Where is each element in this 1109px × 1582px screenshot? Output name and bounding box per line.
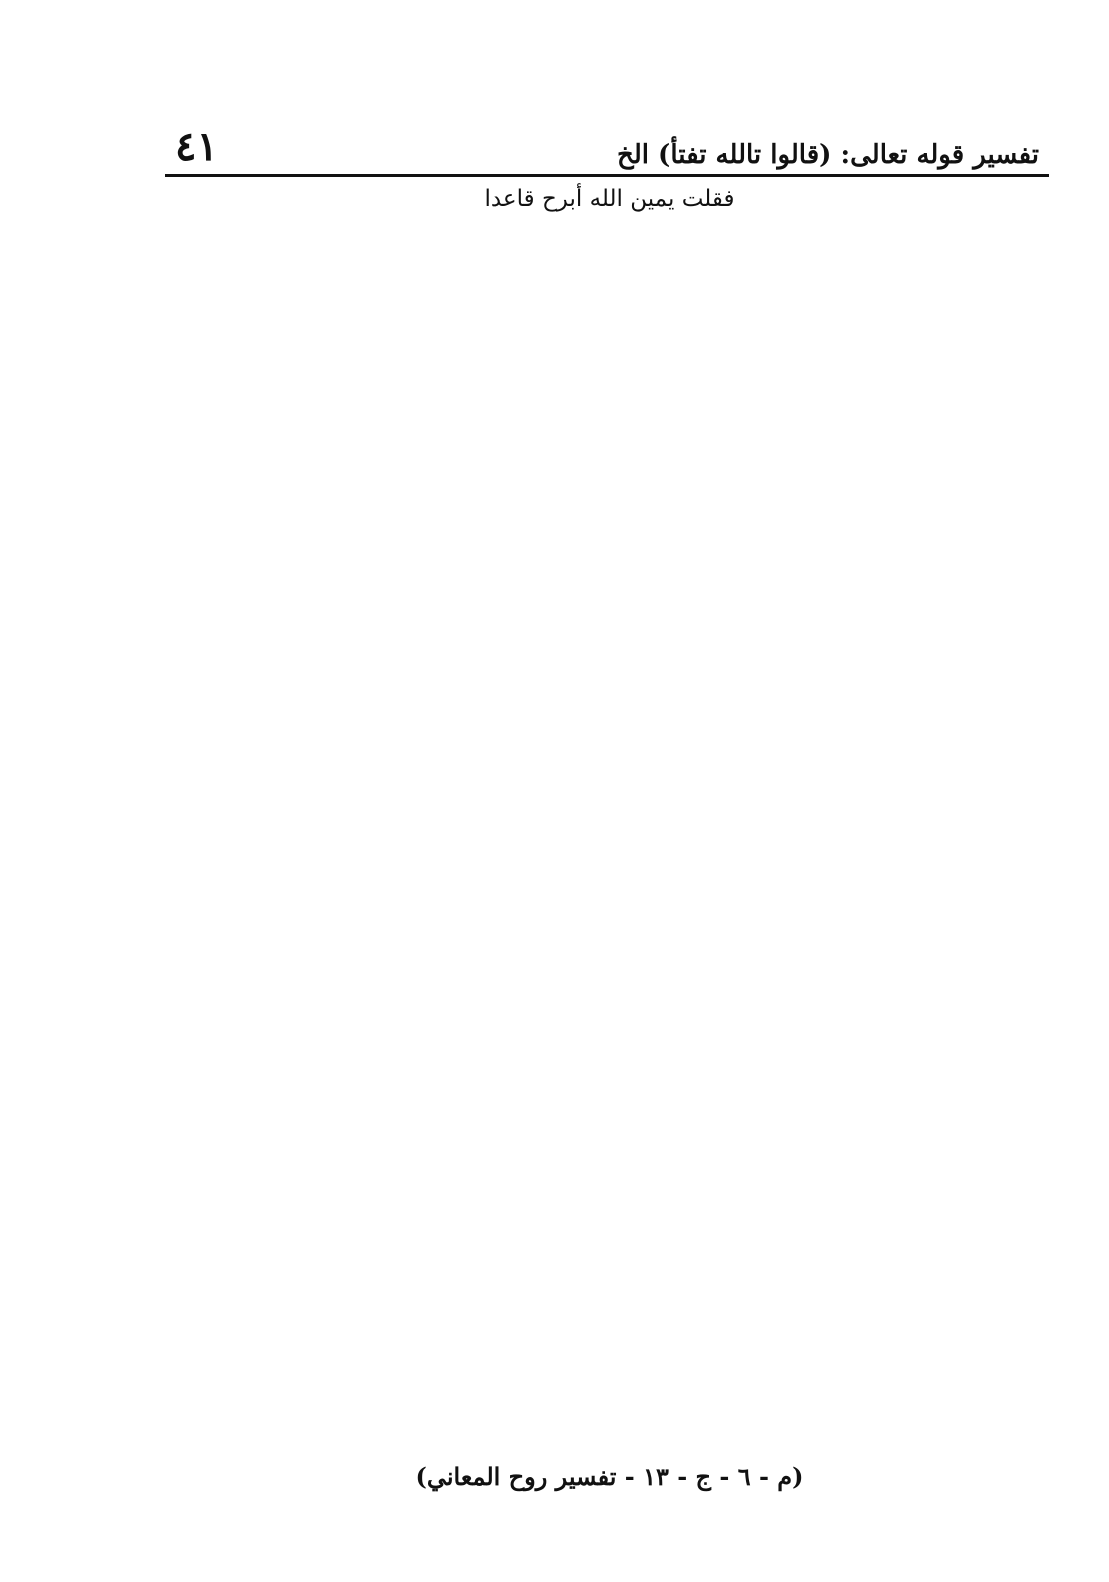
running-title: تفسير قوله تعالى: (قالوا تالله تفتأ) الخ — [617, 140, 1039, 170]
footer-signature: (م - ٦ - ج - ١٣ - تفسير روح المعاني) — [415, 1462, 804, 1491]
body-text — [165, 180, 1054, 1452]
page-number: ٤١ — [175, 123, 218, 170]
verse-line: فقلت يمين الله أبرح قاعدا — [484, 186, 735, 212]
header-rule — [165, 174, 1049, 177]
running-header — [175, 122, 1039, 170]
